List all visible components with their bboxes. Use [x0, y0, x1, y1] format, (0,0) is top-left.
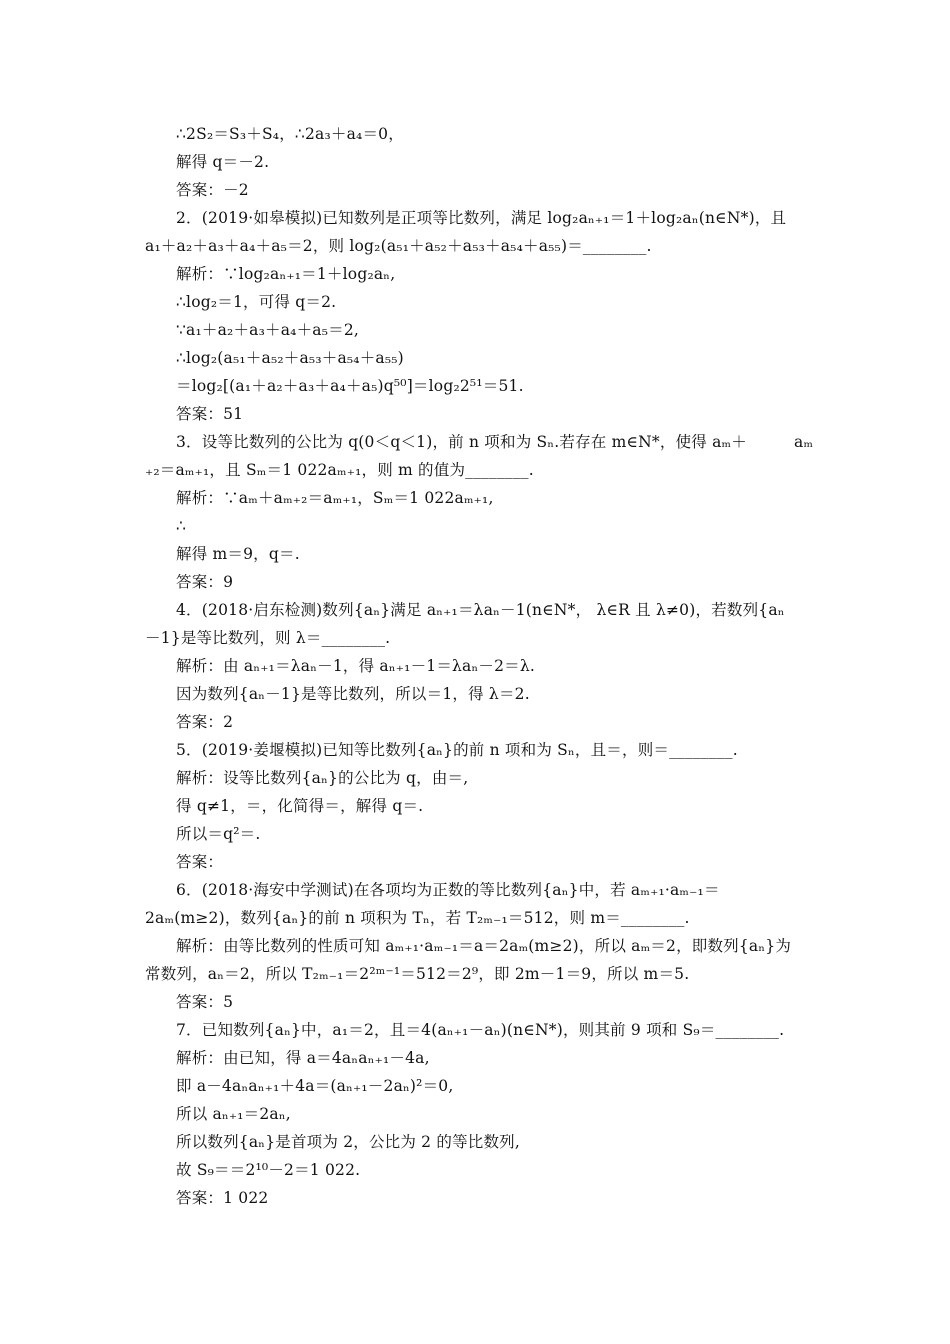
answer-line: 答案：9 [176, 573, 234, 591]
question-line: 4．(2018·启东检测)数列{aₙ}满足 aₙ₊₁＝λaₙ－1(n∈N*， λ∈R 且 λ≠0)，若数列{aₙ [176, 601, 785, 619]
solution-line: 解析：由已知，得 a＝4aₙaₙ₊₁－4a, [176, 1049, 430, 1067]
solution-line: 解析：由等比数列的性质可知 aₘ₊₁·aₘ₋₁＝a＝2aₘ(m≥2)，所以 aₘ＝2，即数列{aₙ}为 [176, 937, 792, 955]
solution-line: 解析：设等比数列{aₙ}的公比为 q，由＝, [176, 769, 469, 787]
answer-line: 答案： [176, 853, 224, 871]
solution-line: 故 S₉＝＝2¹⁰－2＝1 022. [176, 1161, 361, 1179]
question-line: 7．已知数列{aₙ}中，a₁＝2，且＝4(aₙ₊₁－aₙ)(n∈N*)，则其前 9 项和 S₉＝________. [176, 1021, 785, 1039]
solution-line: 所以＝q²＝. [176, 825, 261, 843]
solution-line: 即 a－4aₙaₙ₊₁＋4a＝(aₙ₊₁－2aₙ)²＝0, [176, 1077, 454, 1095]
question-line: 5．(2019·姜堰模拟)已知等比数列{aₙ}的前 n 项和为 Sₙ，且＝，则＝________. [176, 741, 738, 759]
solution-line: ∴ [176, 517, 187, 535]
question-line: a₁＋a₂＋a₃＋a₄＋a₅＝2，则 log₂(a₅₁＋a₅₂＋a₅₃＋a₅₄＋a₅₅)＝________. [145, 237, 652, 255]
solution-line: ∴log₂＝1，可得 q＝2. [176, 293, 337, 311]
answer-line: 答案：－2 [176, 181, 249, 199]
solution-line: 解得 m＝9，q＝. [176, 545, 300, 563]
solution-line: 解析：∵aₘ＋aₘ₊₂＝aₘ₊₁，Sₘ＝1 022aₘ₊₁, [176, 489, 494, 507]
question-line: 2aₘ(m≥2)，数列{aₙ}的前 n 项积为 Tₙ，若 T₂ₘ₋₁＝512，则 m＝________. [145, 909, 690, 927]
solution-line: ∴log₂(a₅₁＋a₅₂＋a₅₃＋a₅₄＋a₅₅) [176, 349, 404, 367]
question-line: 2．(2019·如皋模拟)已知数列是正项等比数列，满足 log₂aₙ₊₁＝1＋log₂aₙ(n∈N*)，且 [176, 209, 787, 227]
answer-line: 答案：5 [176, 993, 234, 1011]
solution-line: 因为数列{aₙ－1}是等比数列，所以＝1，得 λ＝2. [176, 685, 530, 703]
solution-line: ∵a₁＋a₂＋a₃＋a₄＋a₅＝2, [176, 321, 360, 339]
text-line: ∴2S₂＝S₃＋S₄，∴2a₃＋a₄＝0， [176, 125, 404, 143]
question-line: ₊₂＝aₘ₊₁，且 Sₘ＝1 022aₘ₊₁，则 m 的值为________. [145, 461, 534, 479]
solution-line: 所以数列{aₙ}是首项为 2，公比为 2 的等比数列, [176, 1133, 521, 1151]
question-line: －1}是等比数列，则 λ＝________. [145, 629, 391, 647]
solution-line: 得 q≠1，＝，化简得＝，解得 q＝. [176, 797, 424, 815]
question-line: 6．(2018·海安中学测试)在各项均为正数的等比数列{aₙ}中，若 aₘ₊₁·aₘ₋₁＝ [176, 881, 720, 899]
solution-line: 解析：∵log₂aₙ₊₁＝1＋log₂aₙ, [176, 265, 396, 283]
solution-line: ＝log₂[(a₁＋a₂＋a₃＋a₄＋a₅)q⁵⁰]＝log₂2⁵¹＝51. [176, 377, 524, 395]
answer-line: 答案：1 022 [176, 1189, 269, 1207]
solution-line: 常数列，aₙ＝2，所以 T₂ₘ₋₁＝2²ᵐ⁻¹＝512＝2⁹，即 2m－1＝9，所以 m＝5. [145, 965, 690, 983]
question-fragment: aₘ [794, 433, 814, 451]
solution-line: 解析：由 aₙ₊₁＝λaₙ－1，得 aₙ₊₁－1＝λaₙ－2＝λ. [176, 657, 536, 675]
solution-line: 所以 aₙ₊₁＝2aₙ, [176, 1105, 291, 1123]
answer-line: 答案：2 [176, 713, 234, 731]
answer-line: 答案：51 [176, 405, 244, 423]
question-line: 3．设等比数列的公比为 q(0＜q＜1)，前 n 项和为 Sₙ.若存在 m∈N*，使得 aₘ＋ [176, 433, 747, 451]
text-line: 解得 q＝－2. [176, 153, 270, 171]
